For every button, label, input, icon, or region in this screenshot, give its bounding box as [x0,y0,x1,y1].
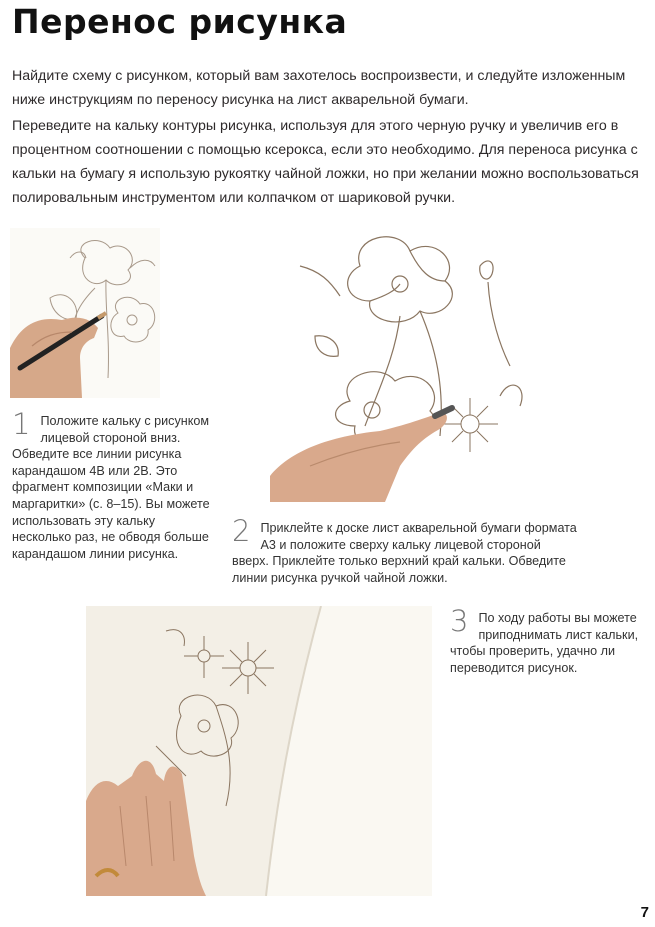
intro-paragraph-2: Переведите на кальку контуры рисунка, используя для этого черную ручку и увеличив его в процентном соотношении с помощью ксерокса, если это необходимо. Для переноса рисунка с кальки на бумагу я использую рукоятку чайной ложки, но при желании можно воспользоваться полировальным инструментом или колпачком от шариковой ручки. [12,118,639,206]
step-1-number: 1 [12,407,31,441]
photo-step-1 [10,228,160,398]
step-2-caption [232,514,577,586]
step-3-text: По ходу работы вы можете приподнимать лист кальки, чтобы проверить, удачно ли переводится рисунок. [450,611,639,675]
step-2-number: 2 [232,514,251,548]
photo-step-3 [86,606,432,896]
step-3-number: 3 [450,604,469,638]
intro-paragraph-1: Найдите схему с рисунком, который вам захотелось воспроизвести, и следуйте изложенным ниже инструкциям по переносу рисунка на лист акварельной бумаги. [12,68,626,108]
step-1-text: Положите кальку с рисунком лицевой стороной вниз. Обведите все линии рисунка карандашом 4В или 2В. Это фрагмент композиции «Маки и маргаритки» (с. 8–15). Вы можете использовать эту кальку несколько раз, не обводя больше карандашом линии рисунка. [12,414,210,561]
step-2-text: Приклейте к доске лист акварельной бумаги формата А3 и положите сверху кальку лицевой стороной вверх. Приклейте только верхний край кальки. Обведите линии рисунка ручкой чайной ложки. [232,521,577,585]
page-number: 7 [640,904,649,921]
photo-step-2 [270,226,528,502]
step-3-caption [450,604,645,676]
step-1-caption [12,407,212,562]
page-title: Перенос рисунка [12,2,348,41]
